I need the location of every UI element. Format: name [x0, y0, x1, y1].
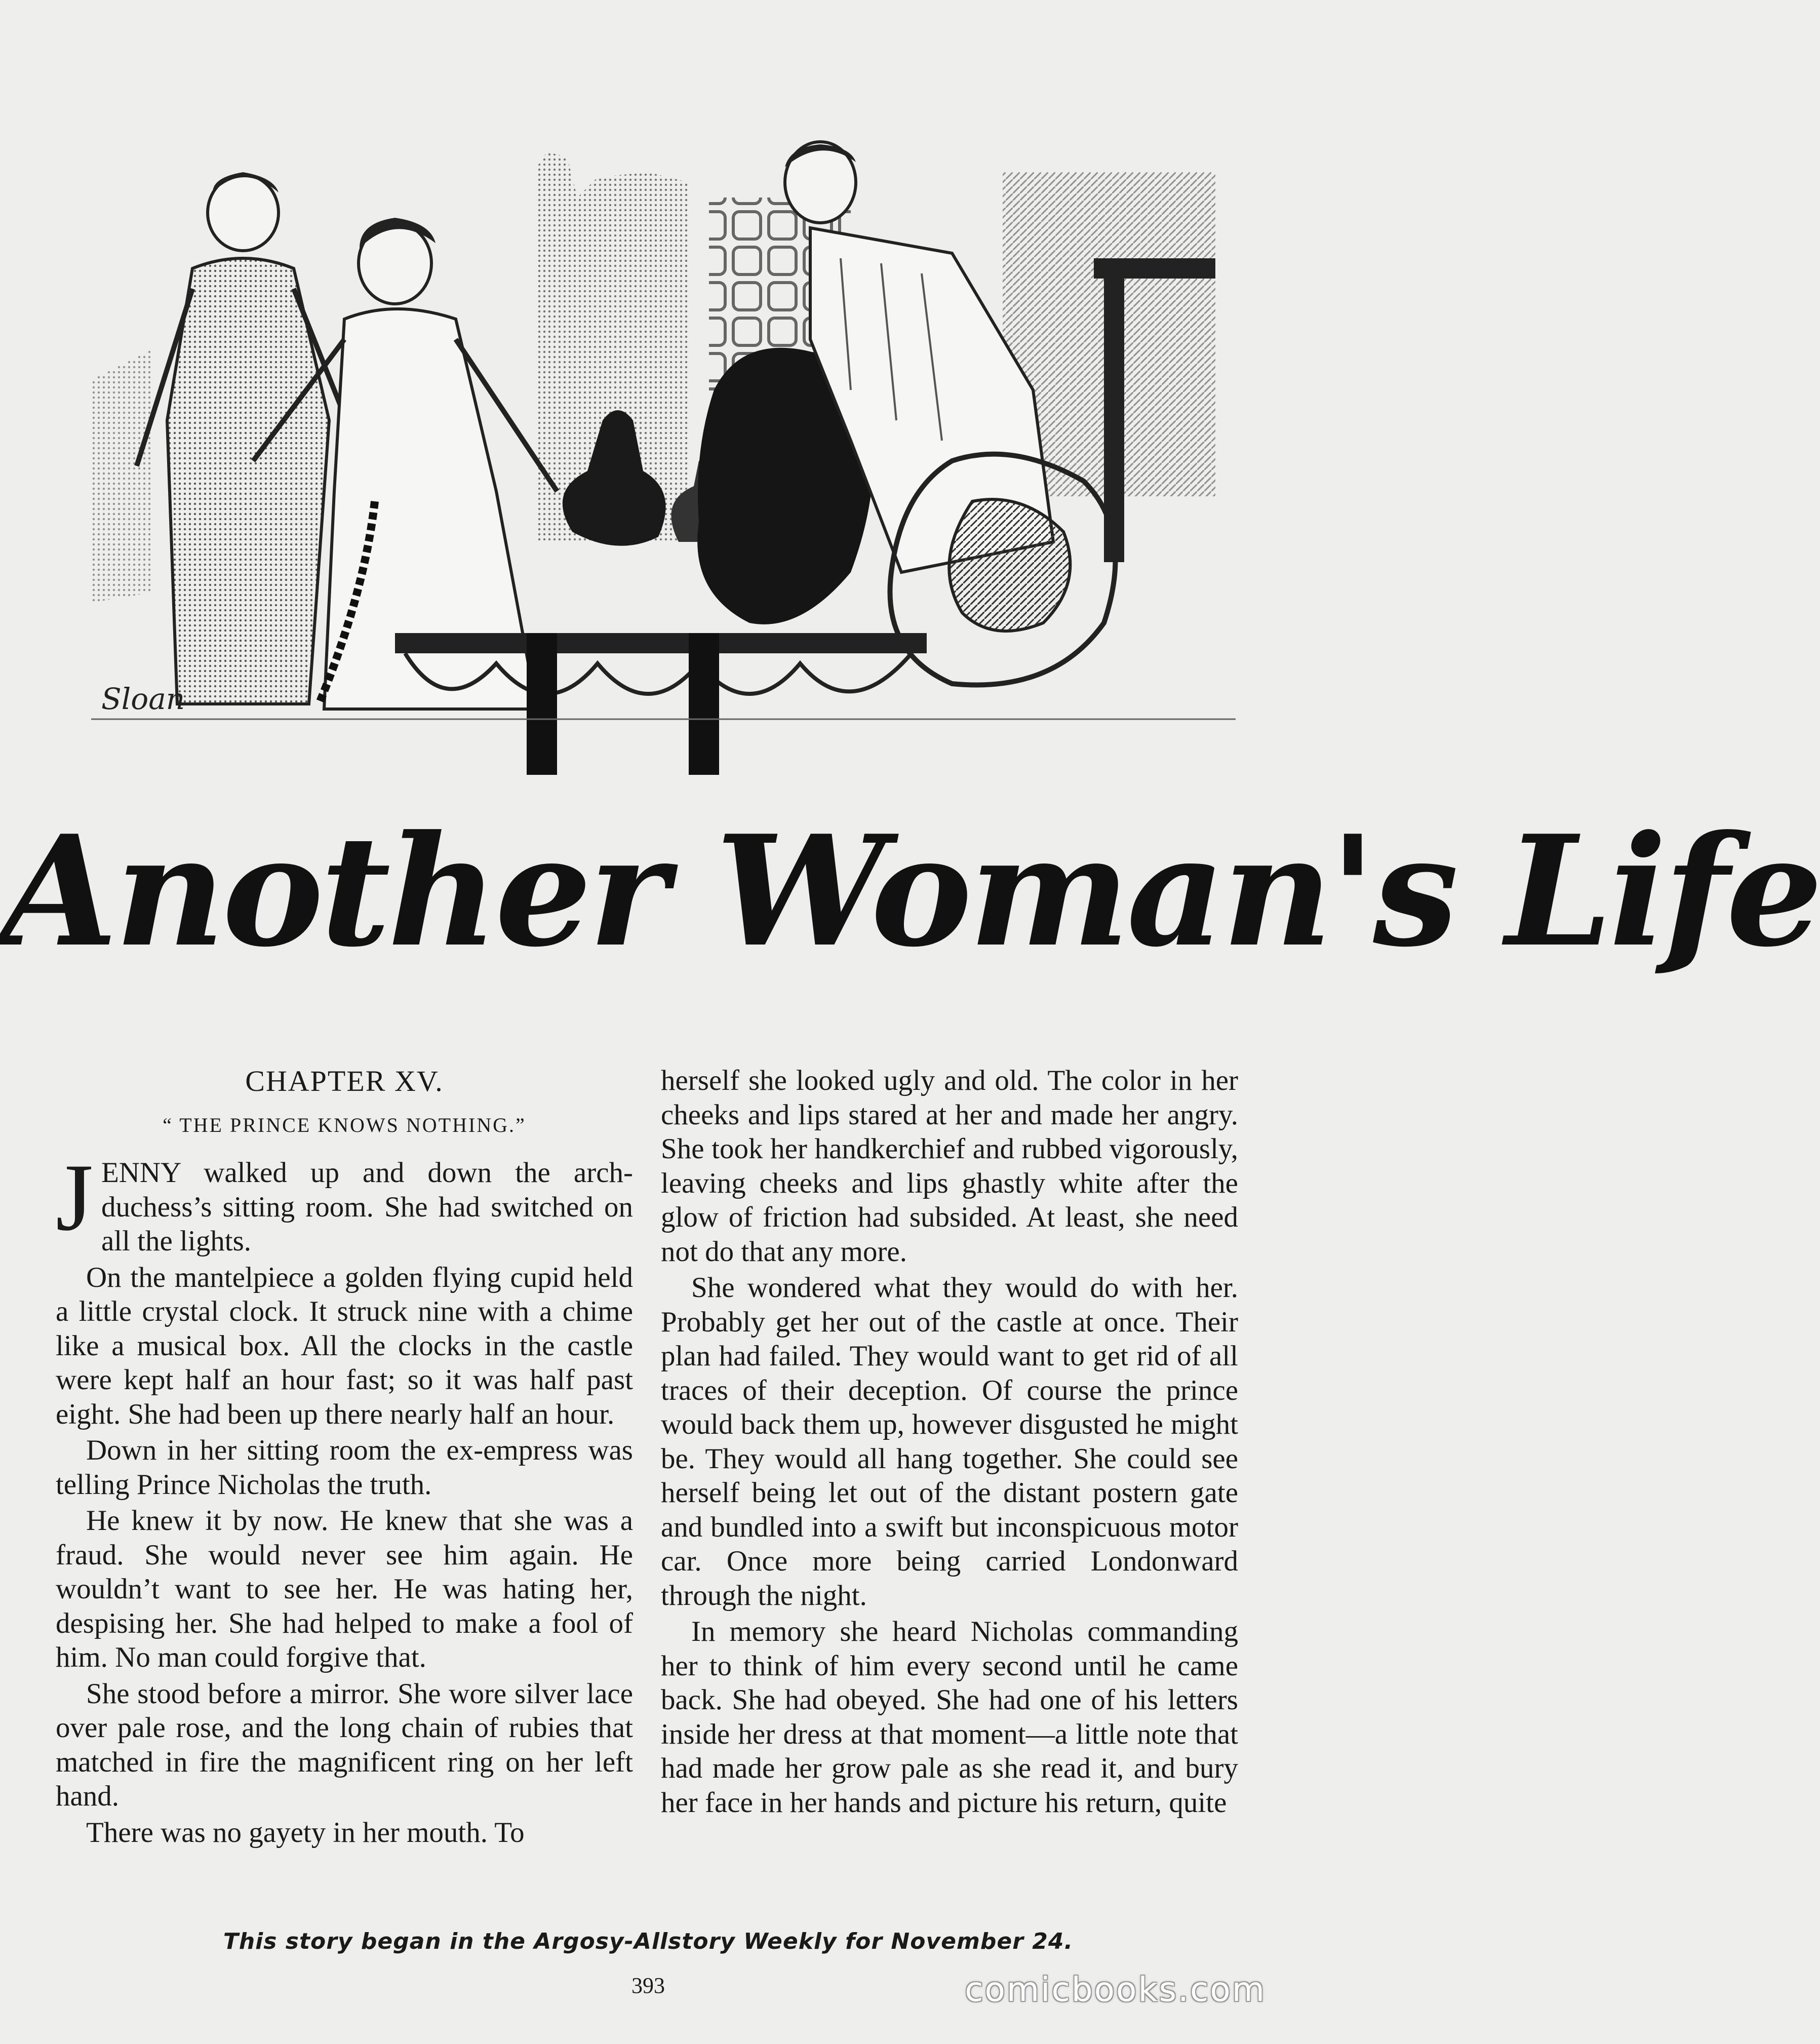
paragraph: herself she looked ugly and old. The color in her cheeks and lips stared at her and made her angry. She took her handkerchief and rubbed vigorously, leaving cheeks and lips ghastly white after the glow of friction had subsided. At least, she need not do that any more.	[661, 1065, 1238, 1268]
paragraph	[56, 1145, 633, 1259]
paragraph: On the mantelpiece a golden flying cupid held a little crystal clock. It struck nine with a chime like a musical box. All the clocks in the castle were kept half an hour fast; so it was half past eight. She had been up there nearly half an hour.	[56, 1261, 633, 1430]
story-origin-note: This story began in the Argosy-Allstory Weekly for November 24.	[223, 1929, 1074, 1954]
right-column	[661, 1064, 1238, 1822]
chapter-illustration	[91, 137, 1236, 775]
left-column	[56, 1064, 633, 1852]
page-number: 393	[631, 1973, 665, 1998]
artist-signature: Sloan	[101, 682, 185, 716]
paragraph: In memory she heard Nicholas commanding her to think of him every second until he came back. She had obeyed. She had one of his letters inside her dress at that moment—a little note that had made her grow pale as she read it, and bury her face in her hands and picture his return, quite	[661, 1616, 1238, 1819]
paragraph: He knew it by now. He knew that she was a fraud. She would never see him again. He wouldn’t want to see her. He was hating her, despising her. She had helped to make a fool of him. No man could forgive that.	[56, 1505, 633, 1673]
paragraph: She wondered what they would do with her. Probably get her out of the castle at once. Their plan had failed. They would want to get rid of all traces of their deception. Of course the prince would back them up, however disgusted he might be. They would all hang together. She could see herself being let out of the distant postern gate and bundled into a swift but inconspicuous motor car. Once more being carried Londonward through the night.	[661, 1272, 1238, 1611]
drop-cap: J	[56, 1145, 93, 1251]
paragraph: There was no gayety in her mouth. To	[86, 1816, 525, 1849]
chapter-subtitle: “ THE PRINCE KNOWS NOTHING.”	[163, 1114, 526, 1136]
watermark: comicbooks.com	[965, 1970, 1266, 2009]
paragraph: Down in her sitting room the ex-empress was telling Prince Nicholas the truth.	[56, 1434, 633, 1501]
chapter-heading: CHAPTER XV.	[245, 1065, 444, 1097]
story-title: Another Woman's Life	[0, 802, 1820, 980]
paragraph: She stood before a mirror. She wore silver lace over pale rose, and the long chain of rubies that matched in fire the magnificent ring on her left hand.	[56, 1677, 633, 1812]
paragraph-text: ENNY walked up and down the archduchess’s sitting room. She had switched on all the lights.	[101, 1157, 633, 1257]
